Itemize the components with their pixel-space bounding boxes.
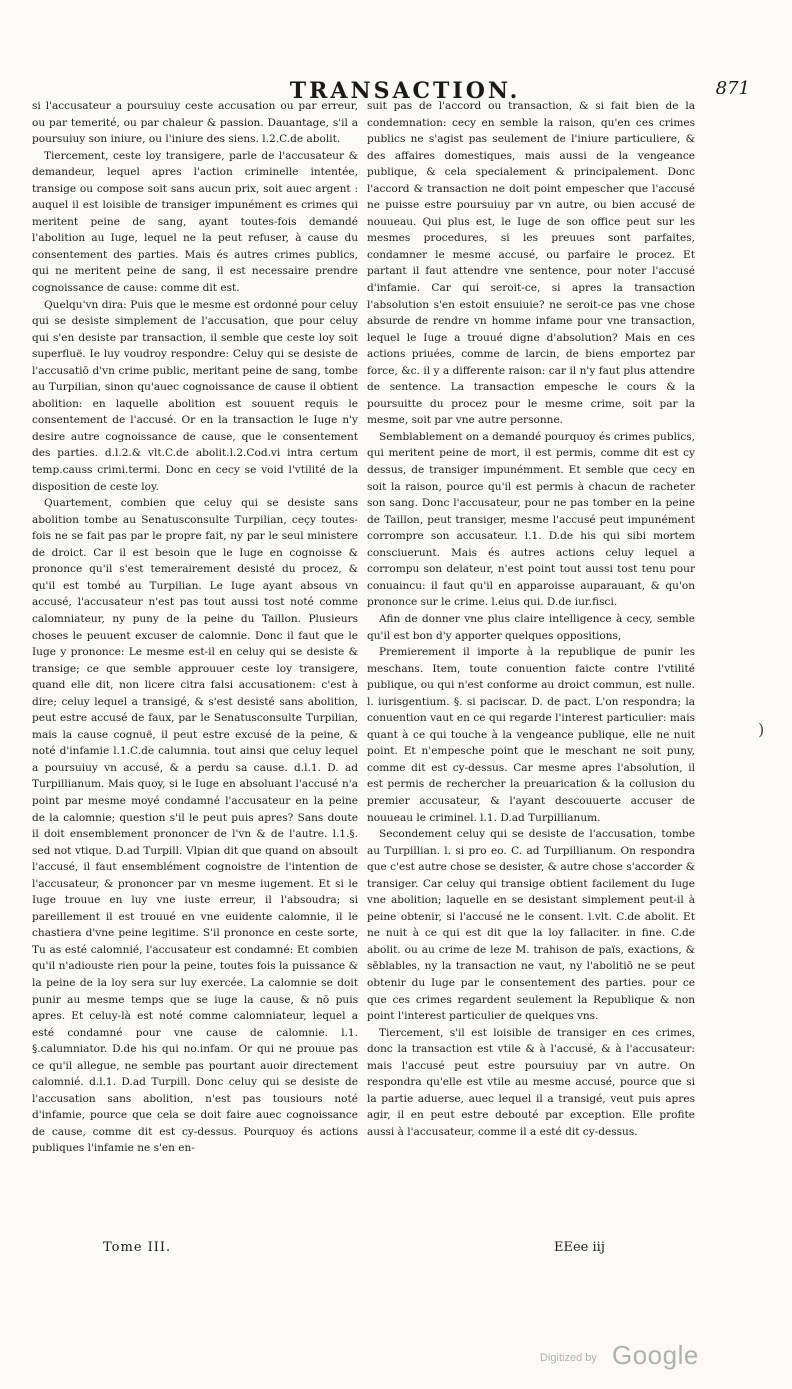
paragraph: Quartement, combien que celuy qui se desiste sans abolition tombe au Senatusconsulte Turpilian, ceçy toutes-fois ne se fait pas par le propre fait, ny par le seul ministere de droict. Car il est besoin que le Iuge en cognoisse & prononce qu'il s'est temerairement desisté du procez, & qu'il est tombé au Turpilian. Le Iuge ayant absous vn accusé, l'accusateur n'est pas tout aussi tost noté comme calomniateur, ny puny de la peine du Taillon. Plusieurs choses le peuuent excuser de calomnie. Donc il faut que le Iuge y prononce: Le mesme est-il en celuy qui se desiste & transige; ce que semble approuuer ceste loy transigere, quand elle dit, non licere citra falsi accusationem: c'est à dire; celuy lequel a transigé, & s'est desisté sans abolition, peut estre accusé de faux, par le Senatusconsulte Turpilian, mais la cause cognuë, il peut estre excusé de la peine, & noté d'infamie l.1.C.de calumnia. tout ainsi que celuy lequel a poursuiuy vn accusé, & a perdu sa cause. d.l.1. D. ad Turpillianum. Mais quoy, si le Iuge en absoluant l'accusé n'a point par mesme moyé condamné l'accusateur en la peine de la calomnie; question s'il le peut puis apres? Sans doute il doit ensemblement prononcer de l'vn & de l'autre. l.1.§. sed not vtique. D.ad Turpill. Vlpian dit que quand on absoult l'accusé, il faut ensemblément cognoistre de l'intention de l'accusateur, & prononcer par vn mesme iugement. Et si le Iuge trouue en luy vne iuste erreur, il l'absoudra; si pareillement il est trouué en vne euidente calomnie, il le chastiera d'vne peine legitime. S'il prononce en ceste sorte, Tu as esté calomnié, l'accusateur est condamné: Et combien qu'il n'adiouste rien pour la peine, toutes fois la puissance & la peine de la loy sera sur luy exercée. La calomnie se doit punir au mesme temps que se iuge la cause, & nō puis apres. Et celuy-là est noté comme calomniateur, lequel a esté condamné pour vne cause de calomnie. l.1. §.calumniator. D.de his qui no.infam. Or qui ne prouue pas ce qu'il allegue, ne semble pas pourtant auoir directement calomnié. d.l.1. D.ad Turpill. Donc celuy qui se desiste de l'accusation sans abolition, n'est pas tousiours noté d'infamie, pource que cela se doit faire auec cognoissance de cause, comme dit est cy-dessus. Pourquoy és actions publiques l'infamie ne s'en en- xyxy=(32,497,358,1155)
paragraph: Tiercement, ceste loy transigere, parle de l'accusateur & demandeur, lequel apres l'action criminelle intentée, transige ou compose soit sans aucun prix, soit auec argent : auquel il est loisible de transiger impunément es crimes qui meritent peine de sang, ayant toutes-fois demandé l'abolition au Iuge, lequel ne la peut refuser, à cause du consentement des parties. Mais és autres crimes publics, qui ne meritent peine de sang, il est necessaire prendre cognoissance de cause: comme dit est. xyxy=(32,149,358,295)
margin-bracket-mark: ) xyxy=(758,720,765,739)
volume-label: Tome III. xyxy=(103,1240,172,1255)
paragraph: Tiercement, s'il est loisible de transiger en ces crimes, donc la transaction est vtile & à l'accusé, & à l'accusateur: mais l'accusé peut estre poursuiuy par vn autre. On respondra qu'elle est vtile au mesme accusé, pource que si la partie aduerse, auec lequel il a transigé, veut puis apres agir, il en peut estre debouté par exception. Elle profite aussi à l'accusateur, comme il a esté dit cy-dessus. xyxy=(367,1026,695,1138)
paragraph: Secondement celuy qui se desiste de l'accusation, tombe au Turpillian. l. si pro eo. C. ad Turpillianum. On respondra que c'est autre chose se desister, & autre chose s'accorder & transiger. Car celuy qui transige obtient facilement du Iuge vne abolition; laquelle en se desistant simplement peut-il à peine obtenir, si l'accusé ne le consent. l.vlt. C.de abolit. Et ne nuit à ce qui est dit que la loy fallaciter. in fine. C.de abolit. ou au crime de leze M. trahison de païs, exactions, & sēblables, ny la transaction ne vaut, ny l'abolitiō ne se peut obtenir du Iuge par le consentement des parties. pour ce que ces crimes regardent seulement la Republique & non point l'interest particulier de quelques vns. xyxy=(367,828,695,1023)
paragraph: suit pas de l'accord ou transaction, & si fait bien de la condemnation: cecy en semble la raison, qu'en ces crimes publics ne s'agist pas seulement de l'iniure particuliere, & des affaires domestiques, mais aussi de la vengeance publique, & cela specialement & principalement. Donc l'accord & transaction ne doit point empescher que l'accusé ne puisse estre poursuiuy par vn autre, ou bien accusé de nouueau. Qui plus est, le Iuge de son office peut sur les mesmes procedures, si les preuues sont parfaites, condamner le mesme accusé, ou parfaire le procez. Et partant il faut attendre vne sentence, pour noter l'accusé d'infamie. Car qui seroit-ce, si apres la transaction l'absolution s'en estoit ensuiuie? ne seroit-ce pas vne chose absurde de rendre vn homme infame pour vne transaction, lequel le Iuge a trouué digne d'absolution? Mais en ces actions priuées, comme de larcin, de biens emportez par force, &c. il y a differente raison: car il n'y faut plus attendre de sentence. La transaction empesche le cours & la poursuitte du procez pour le mesme crime, soit par la mesme, soit par vne autre personne. xyxy=(367,100,695,427)
page-number: 871 xyxy=(715,78,750,99)
right-text-column xyxy=(367,98,695,1258)
left-text-column xyxy=(32,98,358,1258)
watermark-logo: Google xyxy=(612,1340,699,1370)
paragraph: Semblablement on a demandé pourquoy és crimes publics, qui meritent peine de mort, il est permis, comme dit est cy dessus, de transiger impunémment. Et semble que cecy en soit la raison, pource qu'il est permis à chacun de racheter son sang. Donc l'accusateur, pour ne pas tomber en la peine de Taillon, peut transiger, mesme l'accusé peut impunément corrompre son accusateur. l.1. D.de his qui sibi mortem consciuerunt. Mais és autres actions celuy lequel a corrompu son delateur, n'est point tout aussi tost tenu pour conuaincu: il faut qu'il en apparoisse auparauant, & qu'on prononce sur le crime. l.eius qui. D.de iur.fisci. xyxy=(367,430,695,609)
paragraph: Premierement il importe à la republique de punir les meschans. Item, toute conuention faicte contre l'vtilité publique, ou qui n'est conforme au droict commun, est nulle. l. iurisgentium. §. si paciscar. D. de pact. L'on respondra; la conuention vaut en ce qui regarde l'interest particulier: mais quant à ce qui touche à la vengeance publique, elle ne nuit point. Et n'empesche point que le meschant ne soit puny, comme dit est cy-dessus. Car mesme apres l'absolution, il est permis de rechercher la preuarication & la collusion du premier accusateur, & l'ayant descouuerte accuser de nouueau le criminel. l.1. D.ad Turpillianum. xyxy=(367,646,695,824)
watermark-prefix: Digitized by xyxy=(540,1352,597,1364)
paragraph: si l'accusateur a poursuiuy ceste accusation ou par erreur, ou par temerité, ou par chaleur & passion. Dauantage, s'il a poursuiuy son iniure, ou l'iniure des siens. l.2.C.de abolit. xyxy=(32,100,358,146)
paragraph: Afin de donner vne plus claire intelligence à cecy, semble qu'il est bon d'y apporter quelques oppositions, xyxy=(367,612,695,642)
paragraph: Quelqu'vn dira: Puis que le mesme est ordonné pour celuy qui se desiste simplement de l'accusation, que pour celuy qui s'en desiste par transaction, il semble que ceste loy soit superfluë. Ie luy voudroy respondre: Celuy qui se desiste de l'accusatiō d'vn crime public, meritant peine de sang, tombe au Turpilian, sinon qu'auec cognoissance de cause il obtient abolition: en laquelle abolition est souuent requis le consentement de l'accusé. Or en la transaction le Iuge n'y desire autre cognoissance de cause, que le consentement des parties. d.l.2.& vlt.C.de abolit.l.2.Cod.vi intra certum temp.causs crimi.termi. Donc en cecy se void l'vtilité de la disposition de ceste loy. xyxy=(32,298,358,493)
digitized-watermark xyxy=(540,1340,710,1372)
running-title: TRANSACTION. xyxy=(289,78,521,104)
signature-mark: EEee iij xyxy=(554,1240,605,1255)
